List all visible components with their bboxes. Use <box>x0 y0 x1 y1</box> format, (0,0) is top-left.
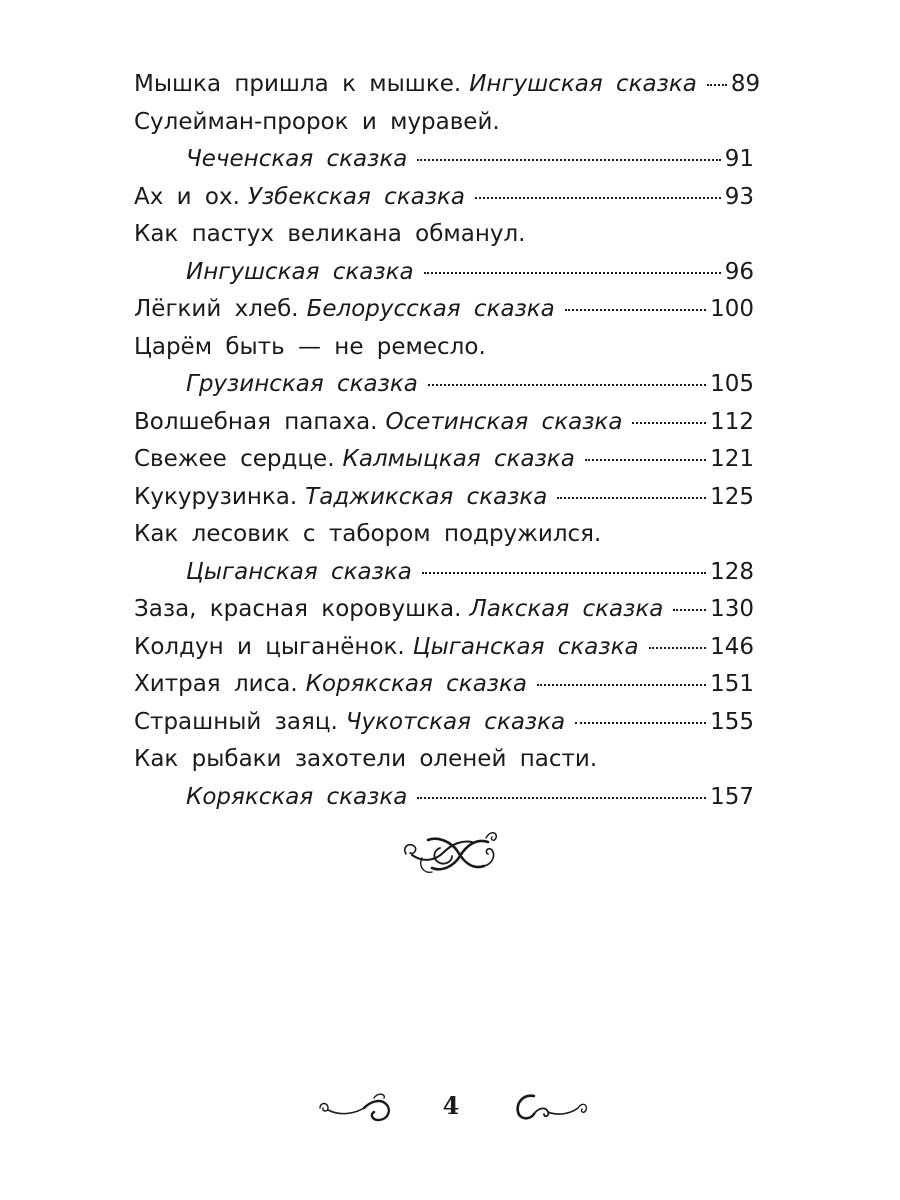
dot-leader <box>649 647 707 649</box>
toc-entry-page: 155 <box>710 708 754 735</box>
dot-leader <box>575 722 706 724</box>
toc-entry[interactable] <box>134 666 754 704</box>
toc-entry-page: 157 <box>710 783 754 810</box>
dot-leader <box>422 572 706 574</box>
toc-entry-title: Мышка пришла к мышке. <box>134 71 462 97</box>
toc-entry[interactable] <box>134 179 754 217</box>
dot-leader <box>632 422 706 424</box>
toc-entry-page: 128 <box>710 558 754 585</box>
toc-entry[interactable] <box>134 291 754 329</box>
toc-entry[interactable] <box>134 441 754 479</box>
toc-entry-title: Кукурузинка. <box>134 483 298 510</box>
toc-entry[interactable] <box>134 704 754 742</box>
toc-entry-subtitle: Чукотская сказка <box>345 708 566 735</box>
toc-entry[interactable] <box>134 516 754 591</box>
page-number: 4 <box>442 1091 460 1120</box>
toc-entry-title: Как лесовик с табором подружился. <box>134 521 602 547</box>
toc-entry-subtitle: Ингушская сказка <box>186 258 414 285</box>
toc-entry-title: Как рыбаки захотели оленей пасти. <box>134 746 598 772</box>
toc-entry-subtitle: Калмыцкая сказка <box>342 446 575 472</box>
dot-leader <box>475 197 721 199</box>
toc-entry[interactable] <box>134 741 754 816</box>
toc-entry-subtitle: Ингушская сказка <box>469 71 697 97</box>
toc-entry-subtitle: Осетинская сказка <box>385 408 623 435</box>
toc-entry-subtitle: Лакская сказка <box>469 596 664 622</box>
toc-entry-page: 100 <box>710 296 754 322</box>
toc-entry-title: Свежее сердце. <box>134 446 335 472</box>
toc-entry-subtitle: Корякская сказка <box>186 783 408 810</box>
toc-entry-title: Волшебная папаха. <box>134 408 378 435</box>
dot-leader <box>417 797 706 799</box>
dot-leader <box>417 159 720 161</box>
toc-entry-page: 89 <box>730 71 761 97</box>
toc-entry-subtitle: Белорусская сказка <box>306 296 555 322</box>
toc-entry-title: Царём быть — не ремесло. <box>134 333 486 360</box>
toc-entry-title: Как пастух великана обманул. <box>134 221 526 247</box>
left-flourish-icon <box>318 1086 394 1126</box>
toc-entry-title: Колдун и цыганёнок. <box>134 633 405 660</box>
dot-leader <box>673 609 706 611</box>
dot-leader <box>585 459 706 461</box>
toc-entry-subtitle: Корякская сказка <box>305 671 528 697</box>
right-flourish-icon <box>512 1086 588 1126</box>
toc-entry-page: 130 <box>710 596 754 622</box>
calligraphic-flourish-icon <box>398 822 502 882</box>
toc-entry-subtitle: Цыганская сказка <box>186 558 412 585</box>
toc-entry-title: Лёгкий хлеб. <box>134 296 299 322</box>
toc-entry-title: Страшный заяц. <box>134 708 338 735</box>
dot-leader <box>565 309 706 311</box>
toc-entry-subtitle: Таджикская сказка <box>305 483 548 510</box>
toc-entry-title: Сулейман-пророк и муравей. <box>134 108 500 135</box>
toc-entry[interactable] <box>134 404 754 442</box>
toc-entry-subtitle: Узбекская сказка <box>247 183 466 210</box>
toc-entry-page: 96 <box>724 258 754 285</box>
toc-entry[interactable] <box>134 216 754 291</box>
toc-entry[interactable] <box>134 104 754 179</box>
toc-entry-page: 146 <box>710 633 754 660</box>
toc-entry-subtitle: Цыганская сказка <box>412 633 639 660</box>
toc-entry[interactable] <box>134 629 754 667</box>
toc-entry[interactable] <box>134 329 754 404</box>
toc-entry-title: Хитрая лиса. <box>134 671 298 697</box>
toc-entry-page: 93 <box>724 183 754 210</box>
toc-entry-page: 125 <box>710 483 754 510</box>
dot-leader <box>537 684 706 686</box>
toc-entry[interactable] <box>134 591 754 629</box>
dot-leader <box>707 84 727 86</box>
toc-entry[interactable] <box>134 66 761 104</box>
toc-entry-subtitle: Грузинская сказка <box>186 371 418 397</box>
table-of-contents <box>134 66 761 816</box>
toc-entry-page: 151 <box>710 671 754 697</box>
toc-entry[interactable] <box>134 479 754 517</box>
toc-entry-title: Ах и ох. <box>134 183 240 210</box>
dot-leader <box>428 384 706 386</box>
toc-entry-page: 121 <box>710 446 754 472</box>
toc-entry-title: Заза, красная коровушка. <box>134 596 462 622</box>
toc-entry-page: 105 <box>710 371 754 397</box>
toc-entry-page: 91 <box>724 146 754 172</box>
dot-leader <box>557 497 706 499</box>
toc-entry-page: 112 <box>710 408 754 435</box>
toc-entry-subtitle: Чеченская сказка <box>186 146 408 172</box>
dot-leader <box>424 272 721 274</box>
